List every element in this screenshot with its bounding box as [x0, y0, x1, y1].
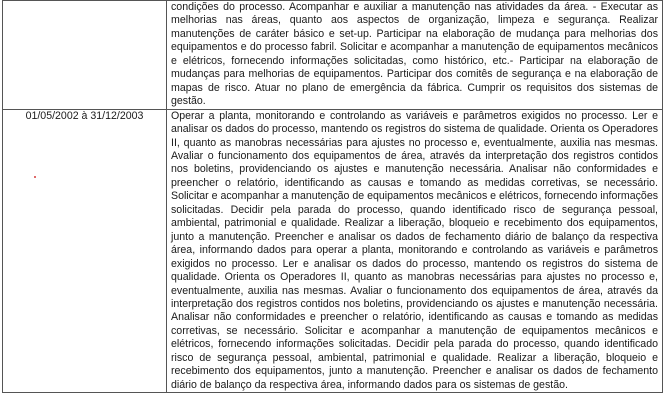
- period-cell: 01/05/2002 à 31/12/2003: [3, 109, 167, 393]
- table-row: [3, 109, 663, 393]
- period-cell: [3, 1, 167, 110]
- description-cell: condições do processo. Acompanhar e auxiliar a manutenção nas atividades da área. - Executar as melhorias nas áreas, quanto aos aspectos de organização, limpeza e segurança. Realizar manutenções de caráter básico e set-up. Participar na elaboração de mudança para melhorias dos equipamentos e do processo fabril. Solicitar e acompanhar a manutenção de equipamentos mecânicos e elétricos, fornecendo informações solicitadas, como histórico, etc.- Participar na elaboração de mudanças para melhorias de equipamentos. Participar dos comitês de segurança e na elaboração de mapas de risco. Atuar no plano de emergência da fábrica. Cumprir os requisitos dos sistemas de gestão.: [167, 1, 663, 110]
- table-row: [3, 1, 663, 110]
- ink-mark: [34, 176, 36, 178]
- employment-history-table: [2, 0, 663, 393]
- description-cell: Operar a planta, monitorando e controlando as variáveis e parâmetros exigidos no processo. Ler e analisar os dados do processo, mantendo os registros do sistema de qualidade. Orienta os Operadores II, quanto as manobras necessárias para ajustes no processo e, eventualmente, auxilia nas mesmas. Avaliar o funcionamento dos equipamentos de área, através da interpretação dos registros contidos nos boletins, providenciando os ajustes e manutenção necessária. Analisar não conformidades e preencher o relatório, identificando as causas e tomando as medidas corretivas, se necessário. Solicitar e acompanhar a manutenção de equipamentos mecânicos e elétricos, fornecendo informações solicitadas. Decidir pela parada do processo, quando identificado risco de segurança pessoal, ambiental, patrimonial e qualidade. Realizar a liberação, bloqueio e recebimento dos equipamentos, junto a manutenção. Preencher e analisar os dados de fechamento diário de balanço da respectiva área, informando dados para operar a planta, monitorando e controlando as variáveis e parâmetros exigidos no processo. Ler e analisar os dados do processo, mantendo os registros do sistema de qualidade. Orienta os Operadores II, quanto as manobras necessárias para ajustes no processo e, eventualmente, auxilia nas mesmas. Avaliar o funcionamento dos equipamentos de área, através da interpretação dos registros contidos nos boletins, providenciando os ajustes e manutenção necessária. Analisar não conformidades e preencher o relatório, identificando as causas e tomando as medidas corretivas, se necessário. Solicitar e acompanhar a manutenção de equipamentos mecânicos e elétricos, fornecendo informações solicitadas. Decidir pela parada do processo, quando identificado risco de segurança pessoal, ambiental, patrimonial e qualidade. Realizar a liberação, bloqueio e recebimento dos equipamentos, junto a manutenção. Preencher e analisar os dados de fechamento diário de balanço da respectiva área, informando dados para os sistemas de gestão.: [167, 109, 663, 393]
